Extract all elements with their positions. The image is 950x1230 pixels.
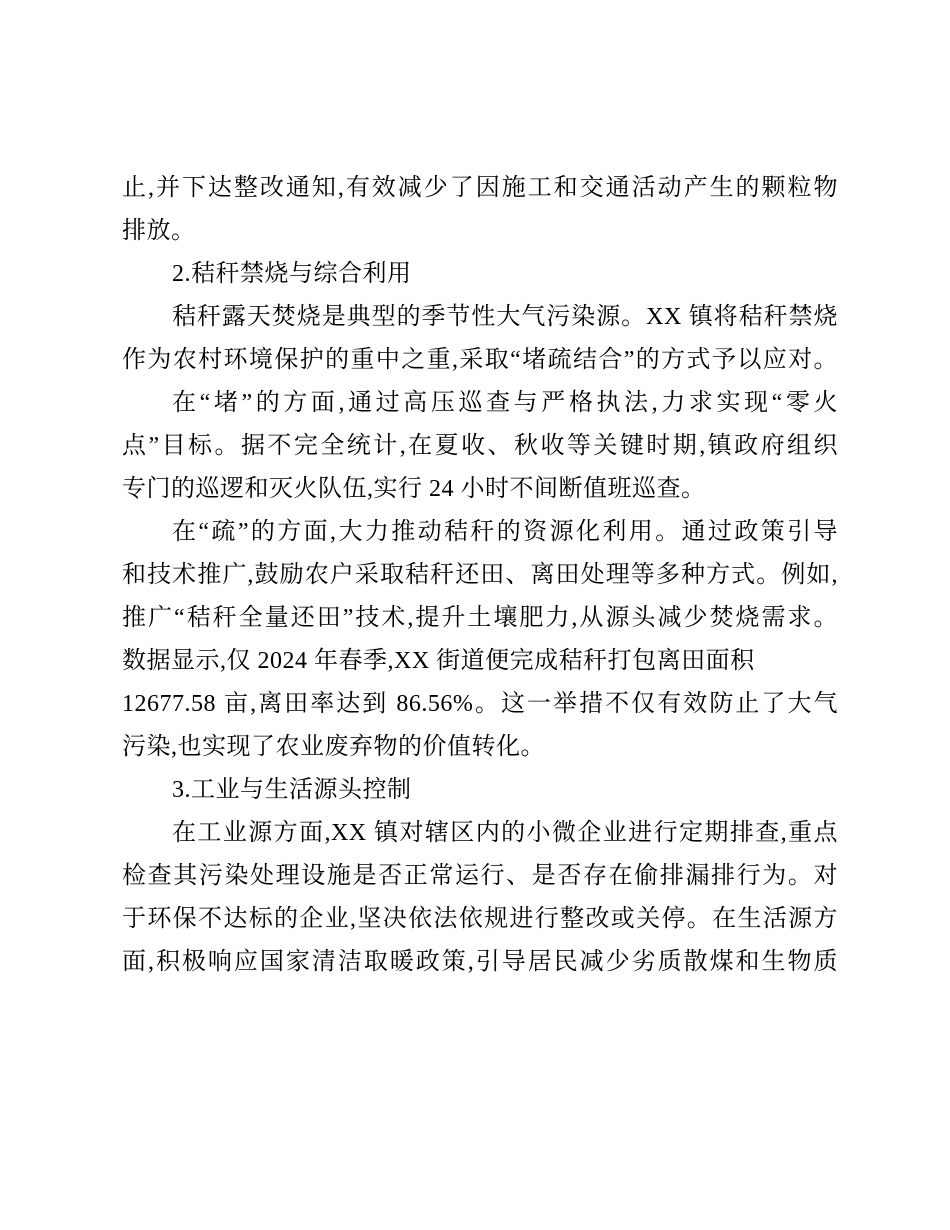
text-line: 12677.58 亩,离田率达到 86.56%。这一举措不仅有效防止了大气 bbox=[122, 691, 838, 717]
text-line: 在“堵”的方面,通过高压巡查与严格执法,力求实现“零火 bbox=[172, 390, 838, 416]
text-line: 排放。 bbox=[122, 218, 196, 244]
text-line: 和技术推广,鼓励农户采取秸秆还田、离田处理等多种方式。例如, bbox=[122, 562, 838, 588]
text-line: 专门的巡逻和灭火队伍,实行 24 小时不间断值班巡查。 bbox=[122, 476, 706, 502]
text-line: 数据显示,仅 2024 年春季,XX 街道便完成秸秆打包离田面积 bbox=[122, 648, 755, 674]
section-heading: 2.秸秆禁烧与综合利用 bbox=[172, 261, 412, 287]
text-line: 污染,也实现了农业废弃物的价值转化。 bbox=[122, 734, 545, 760]
text-line: 在“疏”的方面,大力推动秸秆的资源化利用。通过政策引导 bbox=[172, 519, 838, 545]
section-heading: 3.工业与生活源头控制 bbox=[172, 777, 412, 803]
text-line: 于环保不达标的企业,坚决依法依规进行整改或关停。在生活源方 bbox=[122, 906, 838, 932]
text-line: 秸秆露天焚烧是典型的季节性大气污染源。XX 镇将秸秆禁烧 bbox=[172, 304, 838, 330]
text-line: 止,并下达整改通知,有效减少了因施工和交通活动产生的颗粒物 bbox=[122, 175, 838, 201]
document-body-text bbox=[122, 167, 838, 984]
text-line: 面,积极响应国家清洁取暖政策,引导居民减少劣质散煤和生物质 bbox=[122, 949, 838, 975]
text-line: 点”目标。据不完全统计,在夏收、秋收等关键时期,镇政府组织 bbox=[122, 433, 838, 459]
text-line: 在工业源方面,XX 镇对辖区内的小微企业进行定期排查,重点 bbox=[172, 820, 838, 846]
text-line: 作为农村环境保护的重中之重,采取“堵疏结合”的方式予以应对。 bbox=[122, 347, 838, 373]
text-line: 推广“秸秆全量还田”技术,提升土壤肥力,从源头减少焚烧需求。 bbox=[122, 605, 838, 631]
text-line: 检查其污染处理设施是否正常运行、是否存在偷排漏排行为。对 bbox=[122, 863, 838, 889]
